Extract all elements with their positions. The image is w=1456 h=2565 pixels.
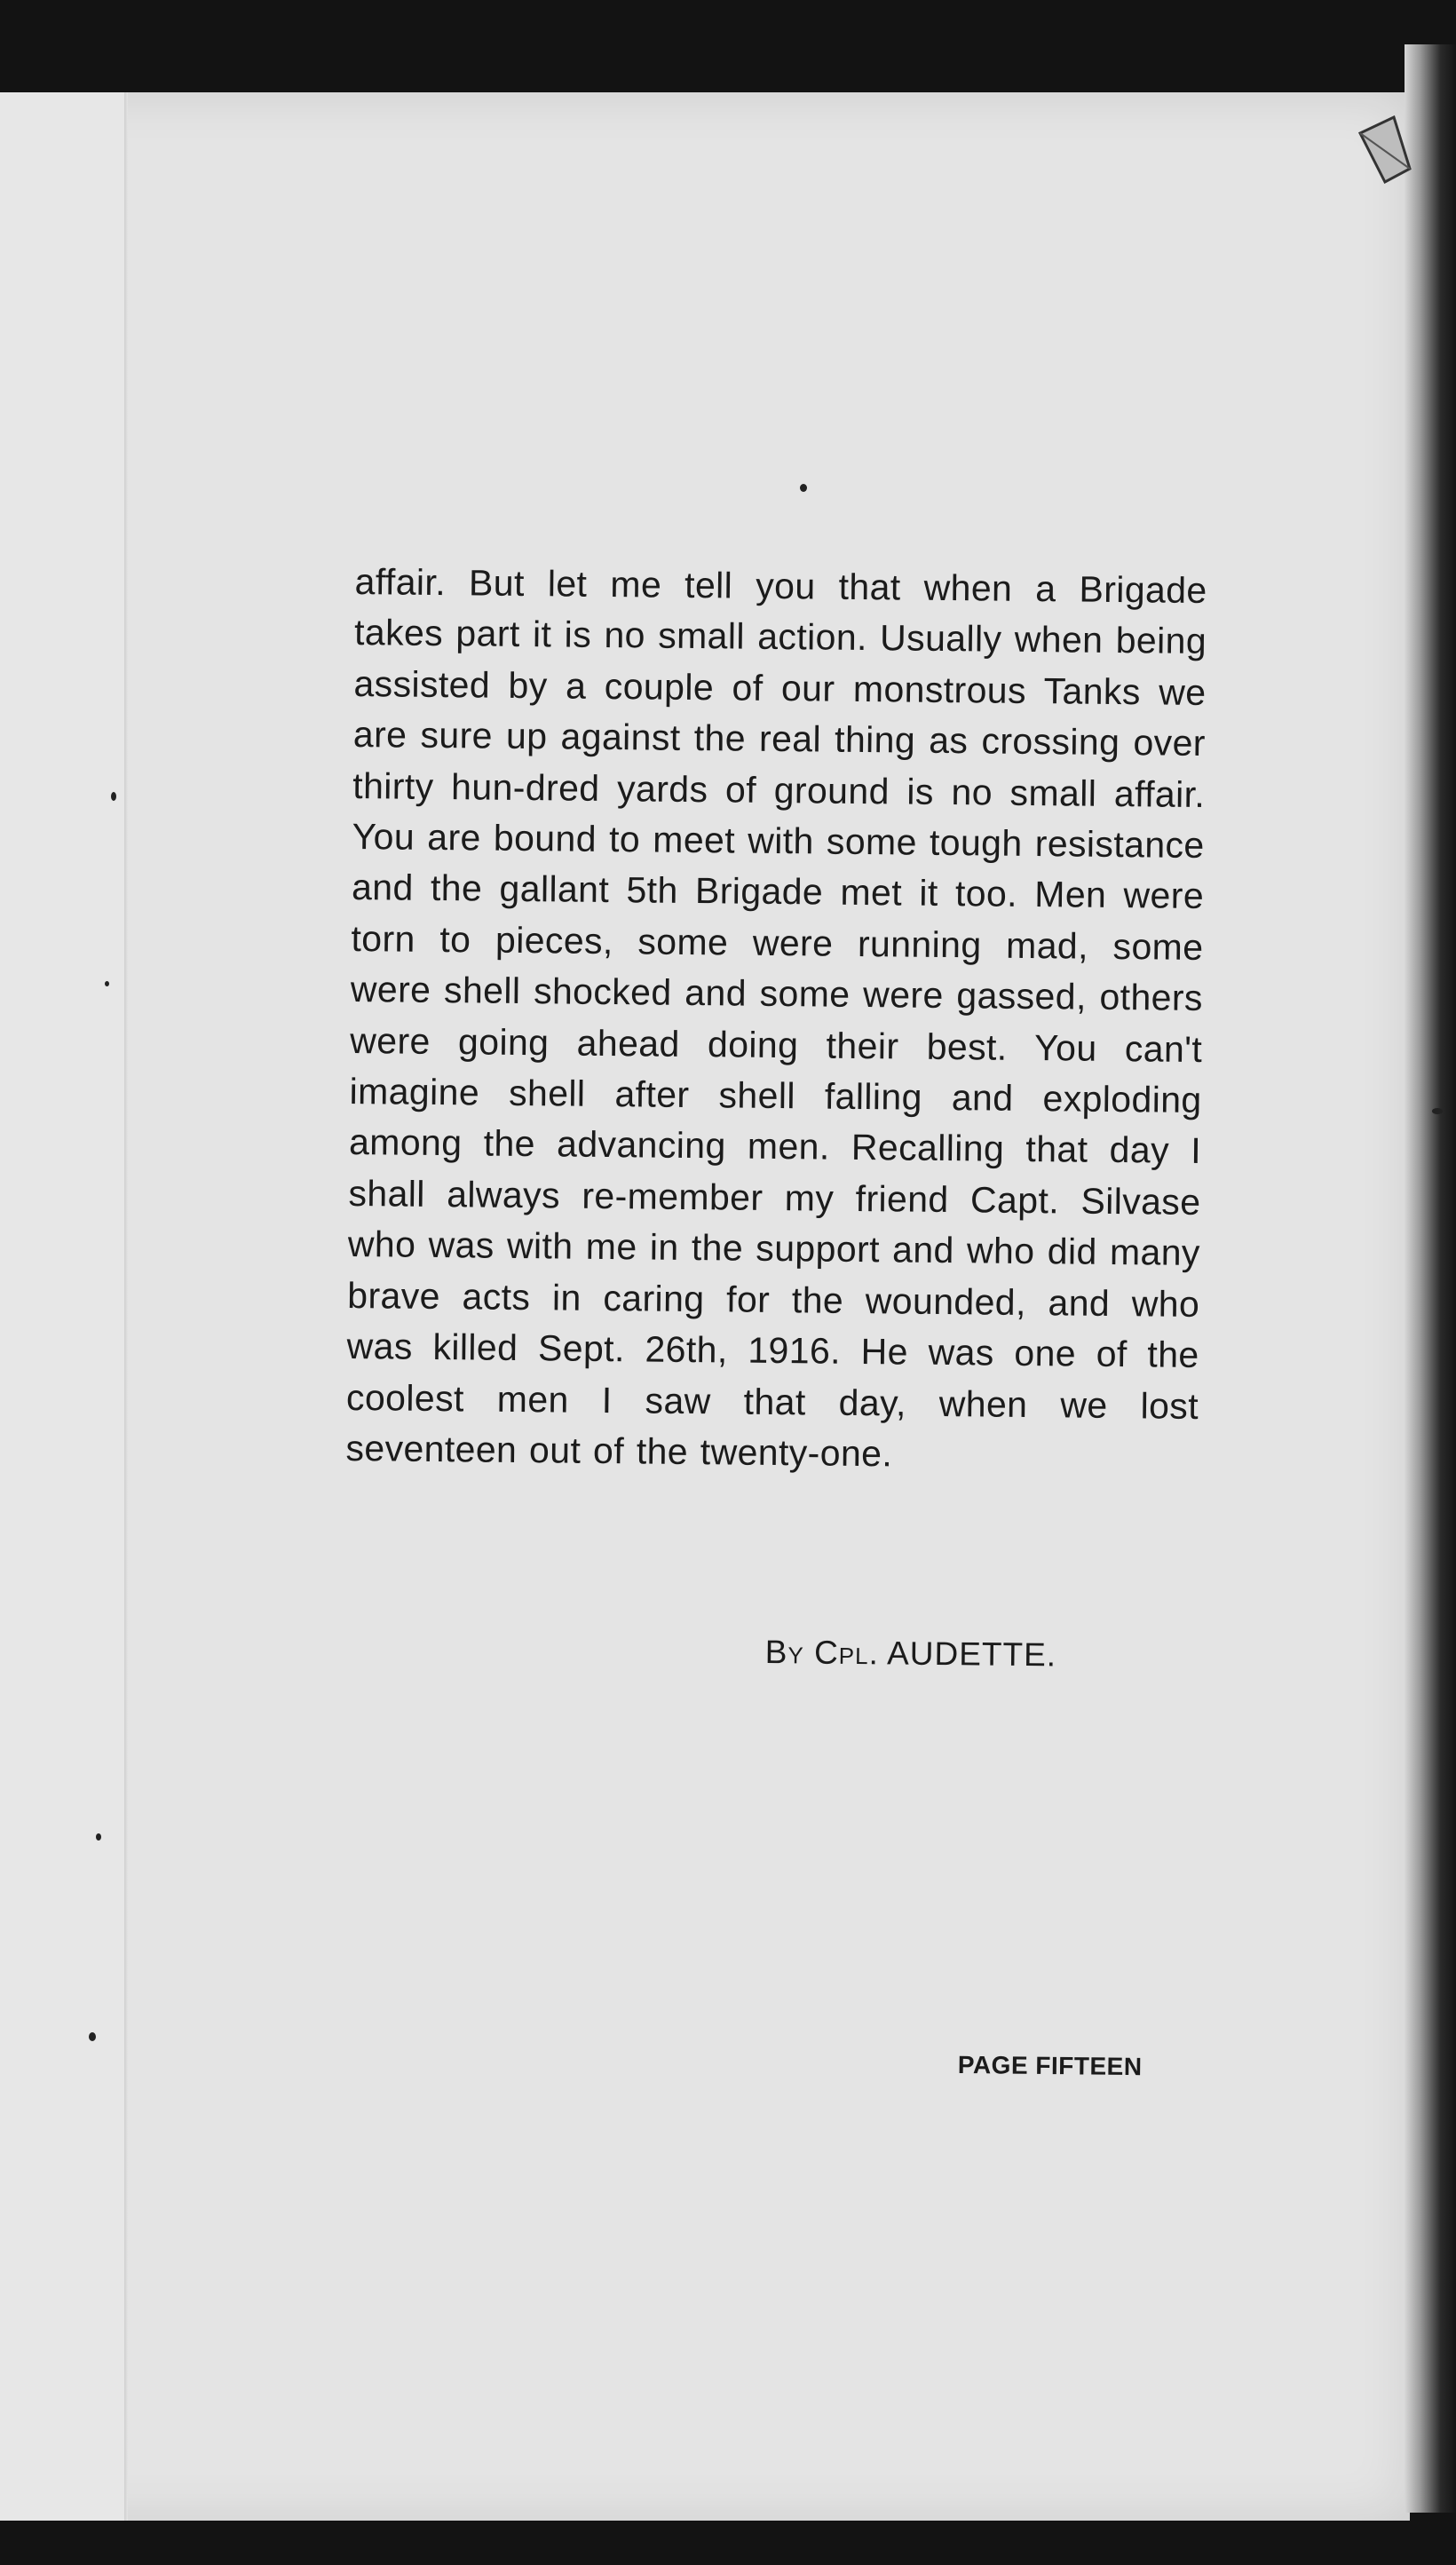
- scan-speck: [111, 792, 116, 801]
- scan-speck: [89, 2032, 96, 2041]
- page-right-edge-shadow: [1405, 44, 1456, 2513]
- page-gutter: [124, 92, 128, 2521]
- scan-speck: [96, 1833, 101, 1841]
- body-text: affair. But let me tell you that when a Brigade takes part it is no small action. Usually when being assisted by a couple of our monstrous Tanks we are sure up against the real thing as crossing over thirty hun-dred yards of ground is no small affair. You are bound to meet with some tough resistance and the gallant 5th Brigade met it too. Men were torn to pieces, some were running mad, some were shell shocked and some were gassed, others were going ahead doing their best. You can't imagine shell after shell falling and exploding among the advancing men. Recalling that day I shall always re-member my friend Capt. Silvase who was with me in the support and who did many brave acts in caring for the wounded, and who was killed Sept. 26th, 1916. He was one of the coolest men I saw that day, when we lost seventeen out of the twenty-one.: [345, 560, 1207, 1475]
- left-margin-strip: [0, 92, 124, 2521]
- page-number-label: PAGE FIFTEEN: [957, 2051, 1143, 2081]
- scan-speck: [105, 981, 109, 986]
- corner-fold-icon: [1358, 115, 1412, 186]
- byline-author-name: AUDETTE.: [886, 1635, 1057, 1674]
- scan-speck: [1432, 1108, 1443, 1114]
- author-byline: [765, 1634, 1057, 1674]
- byline-prefix: By Cpl.: [764, 1634, 880, 1672]
- scan-speck: [800, 484, 807, 492]
